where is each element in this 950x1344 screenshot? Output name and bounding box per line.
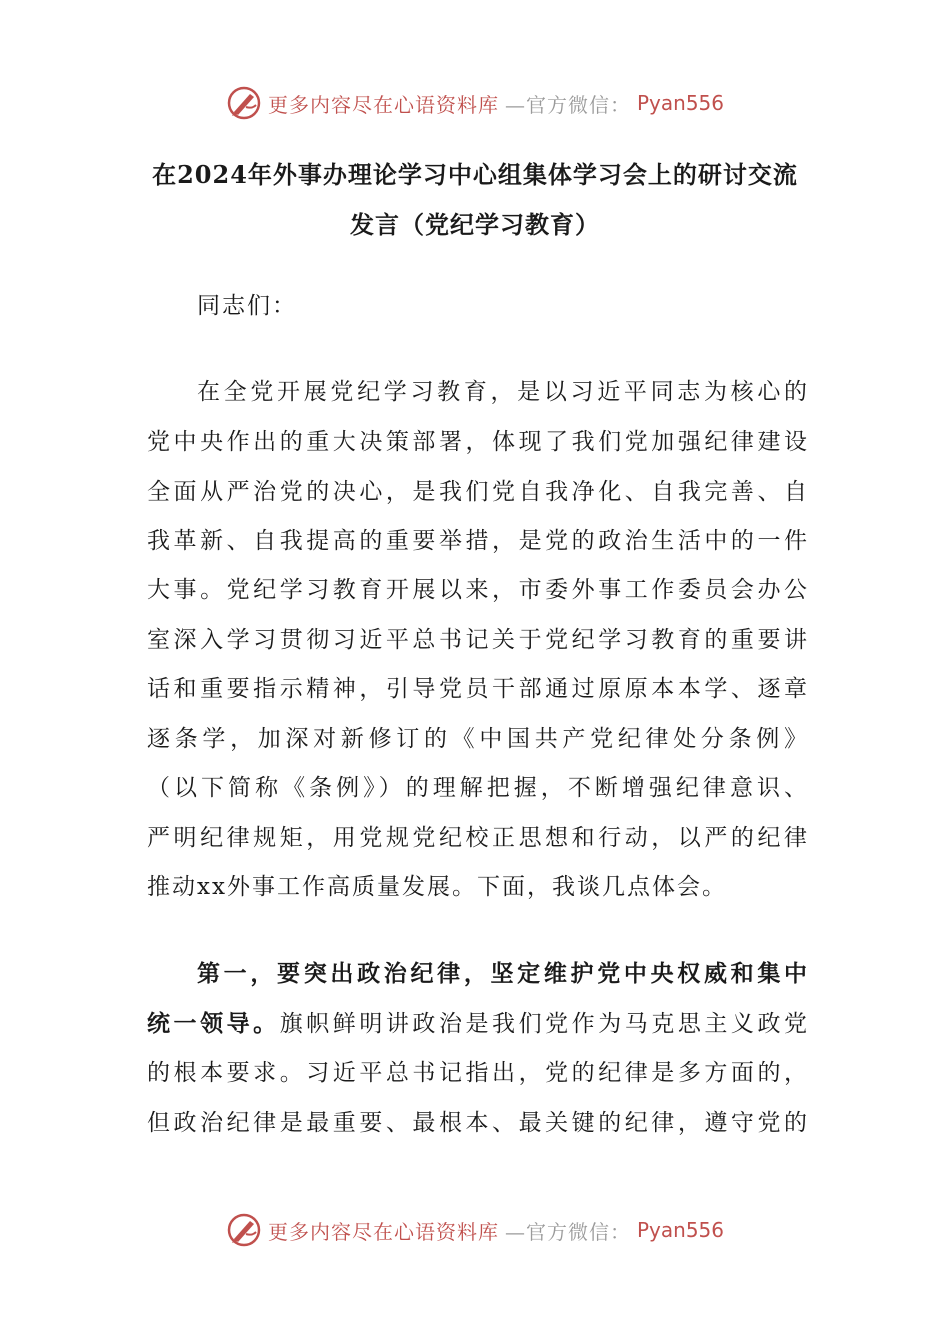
paragraph1-line: 严明纪律规矩，用党规党纪校正思想和行动，以严的纪律 [147, 825, 807, 851]
paragraph1-line: 在全党开展党纪学习教育，是以习近平同志为核心的 [197, 379, 807, 405]
paragraph1-line: （以下简称《条例》）的理解把握，不断增强纪律意识、 [147, 775, 807, 801]
watermark-text: 更多内容尽在心语资料库 [267, 1219, 499, 1244]
paragraph1-line: 话和重要指示精神，引导党员干部通过原原本本学、逐章 [147, 676, 807, 702]
paragraph2-line-mixed [147, 1004, 807, 1044]
watermark-wechat-id: Pyan556 [636, 1218, 724, 1242]
paragraph1-line: 党中央作出的重大决策部署，体现了我们党加强纪律建设 [147, 429, 807, 455]
watermark-wechat-id: Pyan556 [636, 91, 724, 115]
paragraph2-line: 但政治纪律是最重要、最根本、最关键的纪律，遵守党的 [147, 1110, 807, 1136]
paragraph2-heading-line: 第一，要突出政治纪律，坚定维护党中央权威和集中 [197, 960, 807, 987]
paragraph2-line: 的根本要求。习近平总书记指出，党的纪律是多方面的， [147, 1060, 807, 1086]
paragraph1-line: 推动xx外事工作高质量发展。下面，我谈几点体会。 [147, 874, 727, 900]
title-line-1: 在2024年外事办理论学习中心组集体学习会上的研讨交流 [152, 160, 798, 189]
pen-logo-icon [226, 85, 262, 121]
pen-logo-icon [226, 1212, 262, 1248]
watermark-separator: —官方微信： [504, 92, 631, 117]
watermark-separator: —官方微信： [504, 1219, 631, 1244]
greeting: 同志们： [197, 293, 297, 319]
paragraph1-line: 全面从严治党的决心，是我们党自我净化、自我完善、自 [147, 479, 807, 505]
paragraph2-heading-end: 统一领导。 [147, 1010, 280, 1037]
document-title [140, 150, 810, 250]
watermark-text: 更多内容尽在心语资料库 [267, 92, 499, 117]
watermark-banner-bottom [0, 1210, 950, 1250]
paragraph1-line: 逐条学，加深对新修订的《中国共产党纪律处分条例》 [147, 726, 807, 752]
paragraph1-line: 室深入学习贯彻习近平总书记关于党纪学习教育的重要讲 [147, 627, 807, 653]
watermark-banner-top [0, 83, 950, 123]
paragraph2-text: 旗帜鲜明讲政治是我们党作为马克思主义政党 [279, 1011, 808, 1037]
title-line-2: 发言（党纪学习教育） [350, 210, 600, 239]
paragraph1-line: 大事。党纪学习教育开展以来，市委外事工作委员会办公 [147, 577, 807, 603]
paragraph1-line: 我革新、自我提高的重要举措，是党的政治生活中的一件 [147, 528, 807, 554]
